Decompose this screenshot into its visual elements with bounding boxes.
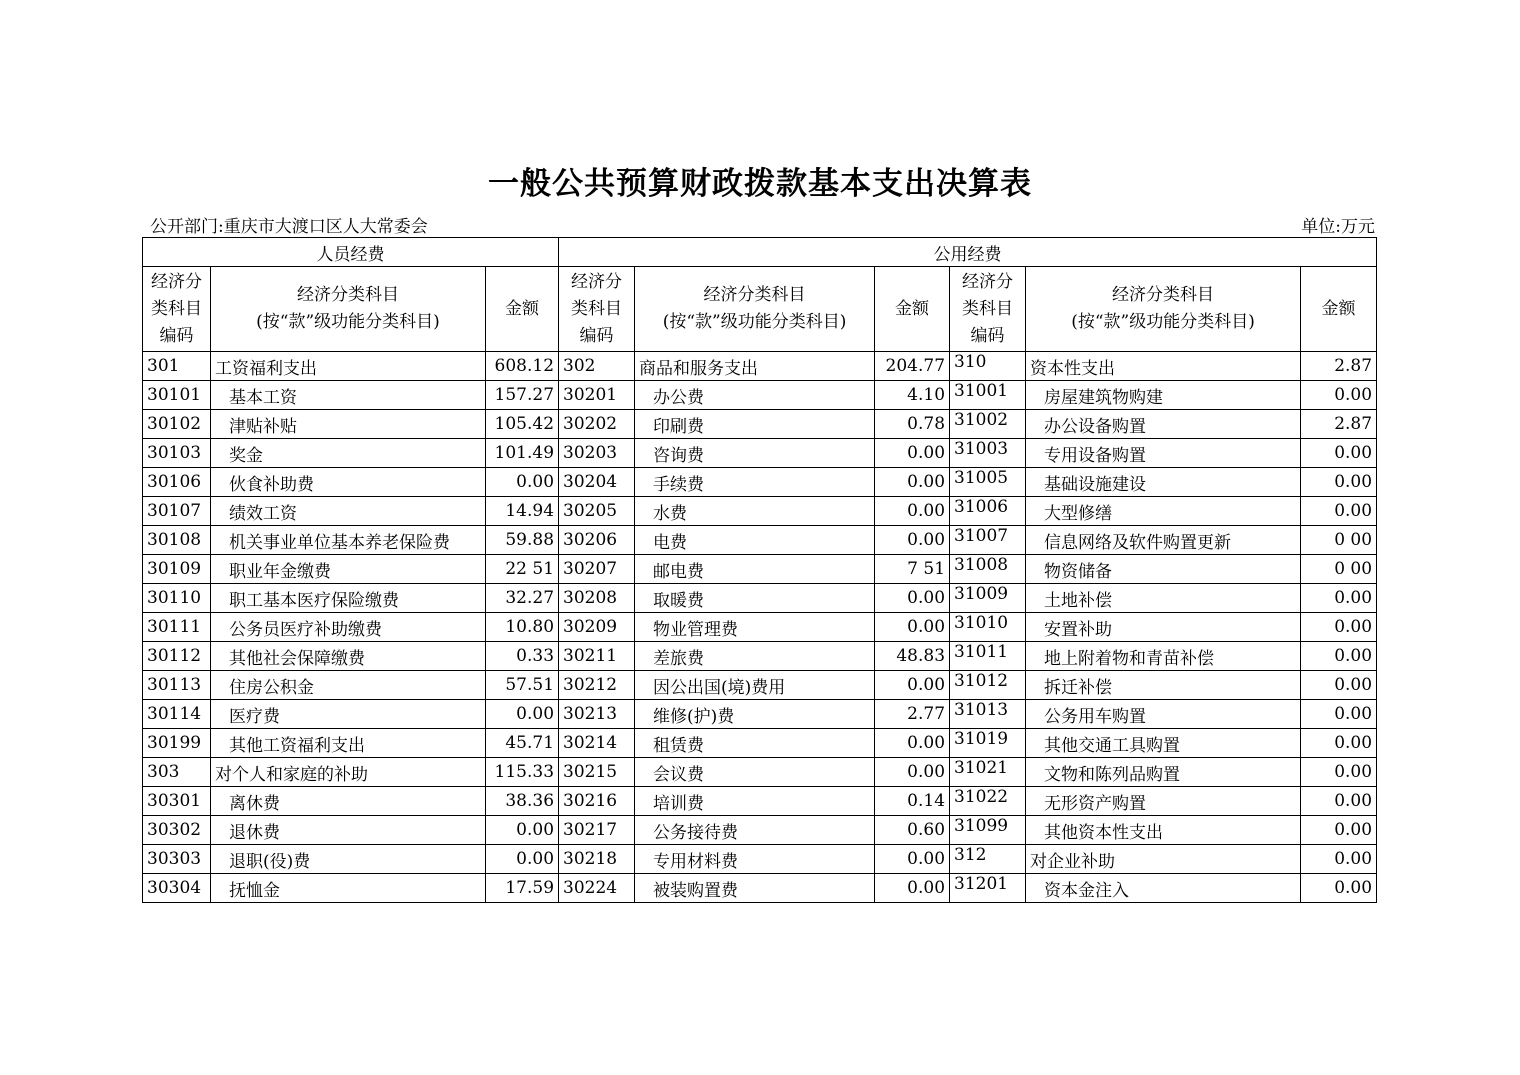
name-cell: 专用材料费 (635, 845, 875, 874)
header-code-text: 经济分类科目编码 (571, 271, 623, 346)
amount-cell: 0.00 (1301, 439, 1377, 468)
header-name-line2: (按“款”级功能分类科目) (662, 312, 847, 332)
name-cell: 信息网络及软件购置更新 (1026, 526, 1301, 555)
header-code (143, 267, 211, 352)
amount-cell: 0.00 (875, 671, 950, 700)
name-cell: 资本金注入 (1026, 874, 1301, 903)
group-public: 公用经费 (559, 238, 1377, 267)
name-cell: 基础设施建设 (1026, 468, 1301, 497)
amount-cell: 57.51 (486, 671, 559, 700)
code-cell: 31011 (950, 642, 1026, 671)
header-name (1026, 267, 1301, 352)
name-cell: 对企业补助 (1026, 845, 1301, 874)
code-cell: 30211 (559, 642, 635, 671)
code-cell: 30201 (559, 381, 635, 410)
table-row (143, 758, 1377, 787)
amount-cell: 48.83 (875, 642, 950, 671)
code-cell: 31002 (950, 410, 1026, 439)
amount-cell: 0.00 (875, 584, 950, 613)
amount-cell: 0.00 (486, 845, 559, 874)
name-cell: 住房公积金 (211, 671, 486, 700)
amount-cell: 0.00 (1301, 845, 1377, 874)
name-cell: 退休费 (211, 816, 486, 845)
code-cell: 30206 (559, 526, 635, 555)
amount-cell: 0.00 (1301, 787, 1377, 816)
name-cell: 被装购置费 (635, 874, 875, 903)
amount-cell: 32.27 (486, 584, 559, 613)
name-cell: 无形资产购置 (1026, 787, 1301, 816)
header-name-line2: (按“款”级功能分类科目) (256, 312, 440, 332)
amount-cell: 0.00 (875, 439, 950, 468)
amount-cell: 59.88 (486, 526, 559, 555)
name-cell: 房屋建筑物购建 (1026, 381, 1301, 410)
code-cell: 30302 (143, 816, 211, 845)
budget-table (142, 237, 1377, 903)
amount-cell: 17.59 (486, 874, 559, 903)
amount-cell: 0.00 (1301, 671, 1377, 700)
name-cell: 电费 (635, 526, 875, 555)
amount-cell: 0.00 (875, 758, 950, 787)
header-amount: 金额 (875, 267, 950, 352)
header-name-line1: 经济分类科目 (297, 285, 399, 305)
amount-cell: 0.00 (486, 700, 559, 729)
amount-cell: 0.78 (875, 410, 950, 439)
name-cell: 机关事业单位基本养老保险费 (211, 526, 486, 555)
table-row (143, 410, 1377, 439)
name-cell: 退职(役)费 (211, 845, 486, 874)
code-cell: 31022 (950, 787, 1026, 816)
name-cell: 奖金 (211, 439, 486, 468)
code-cell: 30207 (559, 555, 635, 584)
name-cell: 安置补助 (1026, 613, 1301, 642)
code-cell: 31099 (950, 816, 1026, 845)
amount-cell: 4.10 (875, 381, 950, 410)
column-header-row (143, 267, 1377, 352)
code-cell: 312 (950, 845, 1026, 874)
amount-cell: 0.00 (875, 613, 950, 642)
code-cell: 31019 (950, 729, 1026, 758)
amount-cell: 204.77 (875, 352, 950, 381)
header-amount: 金额 (486, 267, 559, 352)
code-cell: 30111 (143, 613, 211, 642)
header-name-line1: 经济分类科目 (703, 285, 806, 305)
header-name (211, 267, 486, 352)
name-cell: 差旅费 (635, 642, 875, 671)
amount-cell: 0.00 (1301, 642, 1377, 671)
code-cell: 30110 (143, 584, 211, 613)
name-cell: 拆迁补偿 (1026, 671, 1301, 700)
name-cell: 其他工资福利支出 (211, 729, 486, 758)
code-cell: 30205 (559, 497, 635, 526)
code-cell: 30215 (559, 758, 635, 787)
name-cell: 专用设备购置 (1026, 439, 1301, 468)
amount-cell: 0.00 (486, 816, 559, 845)
code-cell: 30214 (559, 729, 635, 758)
amount-cell: 0.00 (1301, 758, 1377, 787)
amount-cell: 115.33 (486, 758, 559, 787)
amount-cell: 38.36 (486, 787, 559, 816)
code-cell: 30212 (559, 671, 635, 700)
amount-cell: 101.49 (486, 439, 559, 468)
code-cell: 30208 (559, 584, 635, 613)
name-cell: 公务接待费 (635, 816, 875, 845)
amount-cell: 10.80 (486, 613, 559, 642)
name-cell: 津贴补贴 (211, 410, 486, 439)
table-row (143, 816, 1377, 845)
name-cell: 办公费 (635, 381, 875, 410)
unit-label: 单位:万元 (1301, 217, 1375, 237)
amount-cell: 0.00 (875, 526, 950, 555)
amount-cell: 0.00 (1301, 874, 1377, 903)
name-cell: 维修(护)费 (635, 700, 875, 729)
amount-cell: 7 51 (875, 555, 950, 584)
name-cell: 资本性支出 (1026, 352, 1301, 381)
code-cell: 30304 (143, 874, 211, 903)
code-cell: 30112 (143, 642, 211, 671)
code-cell: 30101 (143, 381, 211, 410)
name-cell: 取暖费 (635, 584, 875, 613)
code-cell: 30216 (559, 787, 635, 816)
table-row (143, 845, 1377, 874)
amount-cell: 0.00 (875, 845, 950, 874)
name-cell: 其他社会保障缴费 (211, 642, 486, 671)
name-cell: 物资储备 (1026, 555, 1301, 584)
name-cell: 绩效工资 (211, 497, 486, 526)
header-name (635, 267, 875, 352)
name-cell: 职业年金缴费 (211, 555, 486, 584)
name-cell: 公务用车购置 (1026, 700, 1301, 729)
code-cell: 30108 (143, 526, 211, 555)
name-cell: 手续费 (635, 468, 875, 497)
header-code-text: 经济分类科目编码 (151, 271, 202, 346)
code-cell: 31008 (950, 555, 1026, 584)
amount-cell: 2.87 (1301, 410, 1377, 439)
code-cell: 31021 (950, 758, 1026, 787)
table-row (143, 352, 1377, 381)
code-cell: 31007 (950, 526, 1026, 555)
code-cell: 30107 (143, 497, 211, 526)
amount-cell: 2.87 (1301, 352, 1377, 381)
amount-cell: 157.27 (486, 381, 559, 410)
code-cell: 31005 (950, 468, 1026, 497)
code-cell: 30106 (143, 468, 211, 497)
name-cell: 医疗费 (211, 700, 486, 729)
table-row (143, 555, 1377, 584)
code-cell: 30209 (559, 613, 635, 642)
amount-cell: 0.00 (1301, 700, 1377, 729)
name-cell: 其他交通工具购置 (1026, 729, 1301, 758)
name-cell: 租赁费 (635, 729, 875, 758)
table-row (143, 613, 1377, 642)
code-cell: 31003 (950, 439, 1026, 468)
name-cell: 水费 (635, 497, 875, 526)
code-cell: 30113 (143, 671, 211, 700)
code-cell: 31001 (950, 381, 1026, 410)
name-cell: 其他资本性支出 (1026, 816, 1301, 845)
name-cell: 印刷费 (635, 410, 875, 439)
code-cell: 303 (143, 758, 211, 787)
name-cell: 商品和服务支出 (635, 352, 875, 381)
table-row (143, 700, 1377, 729)
amount-cell: 0.00 (875, 497, 950, 526)
name-cell: 基本工资 (211, 381, 486, 410)
header-code (950, 267, 1026, 352)
name-cell: 大型修缮 (1026, 497, 1301, 526)
amount-cell: 0.00 (1301, 584, 1377, 613)
code-cell: 30203 (559, 439, 635, 468)
table-row (143, 787, 1377, 816)
code-cell: 30224 (559, 874, 635, 903)
name-cell: 公务员医疗补助缴费 (211, 613, 486, 642)
name-cell: 物业管理费 (635, 613, 875, 642)
group-personnel: 人员经费 (143, 238, 559, 267)
department-label: 公开部门:重庆市大渡口区人大常委会 (150, 217, 428, 237)
table-row (143, 381, 1377, 410)
code-cell: 301 (143, 352, 211, 381)
amount-cell: 0.00 (875, 729, 950, 758)
code-cell: 30199 (143, 729, 211, 758)
name-cell: 文物和陈列品购置 (1026, 758, 1301, 787)
code-cell: 31006 (950, 497, 1026, 526)
amount-cell: 105.42 (486, 410, 559, 439)
header-amount: 金额 (1301, 267, 1377, 352)
code-cell: 302 (559, 352, 635, 381)
code-cell: 31201 (950, 874, 1026, 903)
header-name-line2: (按“款”级功能分类科目) (1071, 312, 1255, 332)
amount-cell: 22 51 (486, 555, 559, 584)
code-cell: 30202 (559, 410, 635, 439)
table-row (143, 497, 1377, 526)
name-cell: 会议费 (635, 758, 875, 787)
name-cell: 邮电费 (635, 555, 875, 584)
page-title: 一般公共预算财政拨款基本支出决算表 (488, 166, 1032, 202)
name-cell: 培训费 (635, 787, 875, 816)
header-code (559, 267, 635, 352)
amount-cell: 0.00 (1301, 729, 1377, 758)
table-row (143, 468, 1377, 497)
amount-cell: 0.00 (875, 468, 950, 497)
code-cell: 30103 (143, 439, 211, 468)
group-header-row (143, 238, 1377, 267)
name-cell: 职工基本医疗保险缴费 (211, 584, 486, 613)
code-cell: 30102 (143, 410, 211, 439)
table-row (143, 671, 1377, 700)
amount-cell: 0.00 (1301, 497, 1377, 526)
amount-cell: 608.12 (486, 352, 559, 381)
code-cell: 30204 (559, 468, 635, 497)
code-cell: 30301 (143, 787, 211, 816)
amount-cell: 0.60 (875, 816, 950, 845)
amount-cell: 0 00 (1301, 526, 1377, 555)
header-name-line1: 经济分类科目 (1112, 285, 1215, 305)
code-cell: 30303 (143, 845, 211, 874)
amount-cell: 45.71 (486, 729, 559, 758)
amount-cell: 14.94 (486, 497, 559, 526)
name-cell: 因公出国(境)费用 (635, 671, 875, 700)
code-cell: 31012 (950, 671, 1026, 700)
amount-cell: 2.77 (875, 700, 950, 729)
amount-cell: 0.00 (1301, 468, 1377, 497)
amount-cell: 0 00 (1301, 555, 1377, 584)
table-row (143, 526, 1377, 555)
name-cell: 土地补偿 (1026, 584, 1301, 613)
name-cell: 对个人和家庭的补助 (211, 758, 486, 787)
name-cell: 办公设备购置 (1026, 410, 1301, 439)
header-code-text: 经济分类科目编码 (962, 271, 1014, 346)
amount-cell: 0.14 (875, 787, 950, 816)
code-cell: 310 (950, 352, 1026, 381)
amount-cell: 0.33 (486, 642, 559, 671)
amount-cell: 0.00 (486, 468, 559, 497)
amount-cell: 0.00 (1301, 816, 1377, 845)
code-cell: 31013 (950, 700, 1026, 729)
code-cell: 30109 (143, 555, 211, 584)
table-row (143, 584, 1377, 613)
code-cell: 30213 (559, 700, 635, 729)
code-cell: 30217 (559, 816, 635, 845)
table-row (143, 642, 1377, 671)
table-row (143, 439, 1377, 468)
name-cell: 离休费 (211, 787, 486, 816)
amount-cell: 0.00 (1301, 381, 1377, 410)
name-cell: 抚恤金 (211, 874, 486, 903)
name-cell: 地上附着物和青苗补偿 (1026, 642, 1301, 671)
name-cell: 咨询费 (635, 439, 875, 468)
table-row (143, 729, 1377, 758)
table-row (143, 874, 1377, 903)
name-cell: 伙食补助费 (211, 468, 486, 497)
amount-cell: 0.00 (1301, 613, 1377, 642)
code-cell: 30218 (559, 845, 635, 874)
code-cell: 31009 (950, 584, 1026, 613)
code-cell: 31010 (950, 613, 1026, 642)
code-cell: 30114 (143, 700, 211, 729)
name-cell: 工资福利支出 (211, 352, 486, 381)
amount-cell: 0.00 (875, 874, 950, 903)
